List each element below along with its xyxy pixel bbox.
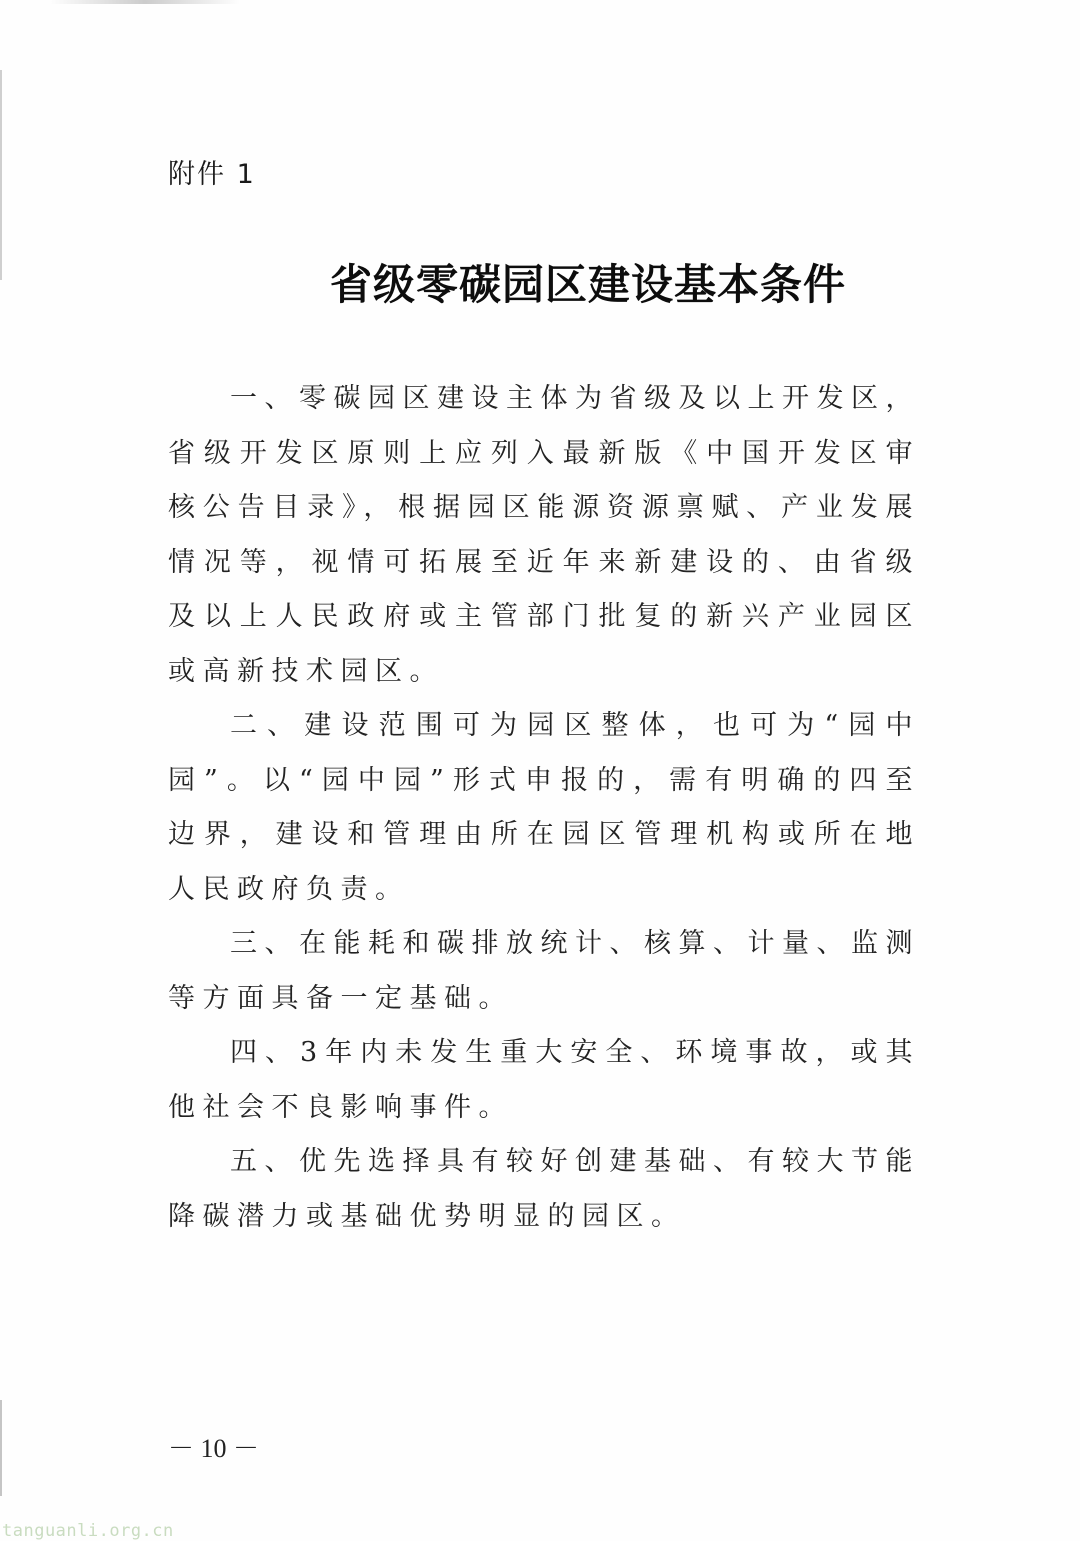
clause-1: 一、零碳园区建设主体为省级及以上开发区，省级开发区原则上应列入最新版《中国开发区审核公告目录》，根据园区能源资源禀赋、产业发展情况等，视情可拓展至近年来新建设的、由省级及以上人民政府或主管部门批复的新兴产业园区或高新技术园区。: [168, 383, 920, 687]
site-watermark: tanguanli.org.cn: [2, 1521, 174, 1541]
clause-2: 二、建设范围可为园区整体，也可为“园中园”。以“园中园”形式申报的，需有明确的四至边界，建设和管理由所在园区管理机构或所在地人民政府负责。: [168, 710, 920, 905]
page-number: － 10 －: [168, 1434, 260, 1463]
attachment-label: 附件 1: [168, 159, 256, 190]
clause-5: 五、优先选择具有较好创建基础、有较大节能降碳潜力或基础优势明显的园区。: [168, 1146, 920, 1232]
clause-4: 四、3年内未发生重大安全、环境事故，或其他社会不良影响事件。: [168, 1037, 920, 1123]
document-title: 省级零碳园区建设基本条件: [330, 260, 847, 309]
scan-artifact-top: [50, 0, 240, 4]
scan-artifact-left-edge-lower: [0, 1400, 2, 1496]
clause-3: 三、在能耗和碳排放统计、核算、计量、监测等方面具备一定基础。: [168, 928, 920, 1014]
scan-artifact-left-edge: [0, 70, 2, 280]
document-body: [168, 372, 920, 1244]
